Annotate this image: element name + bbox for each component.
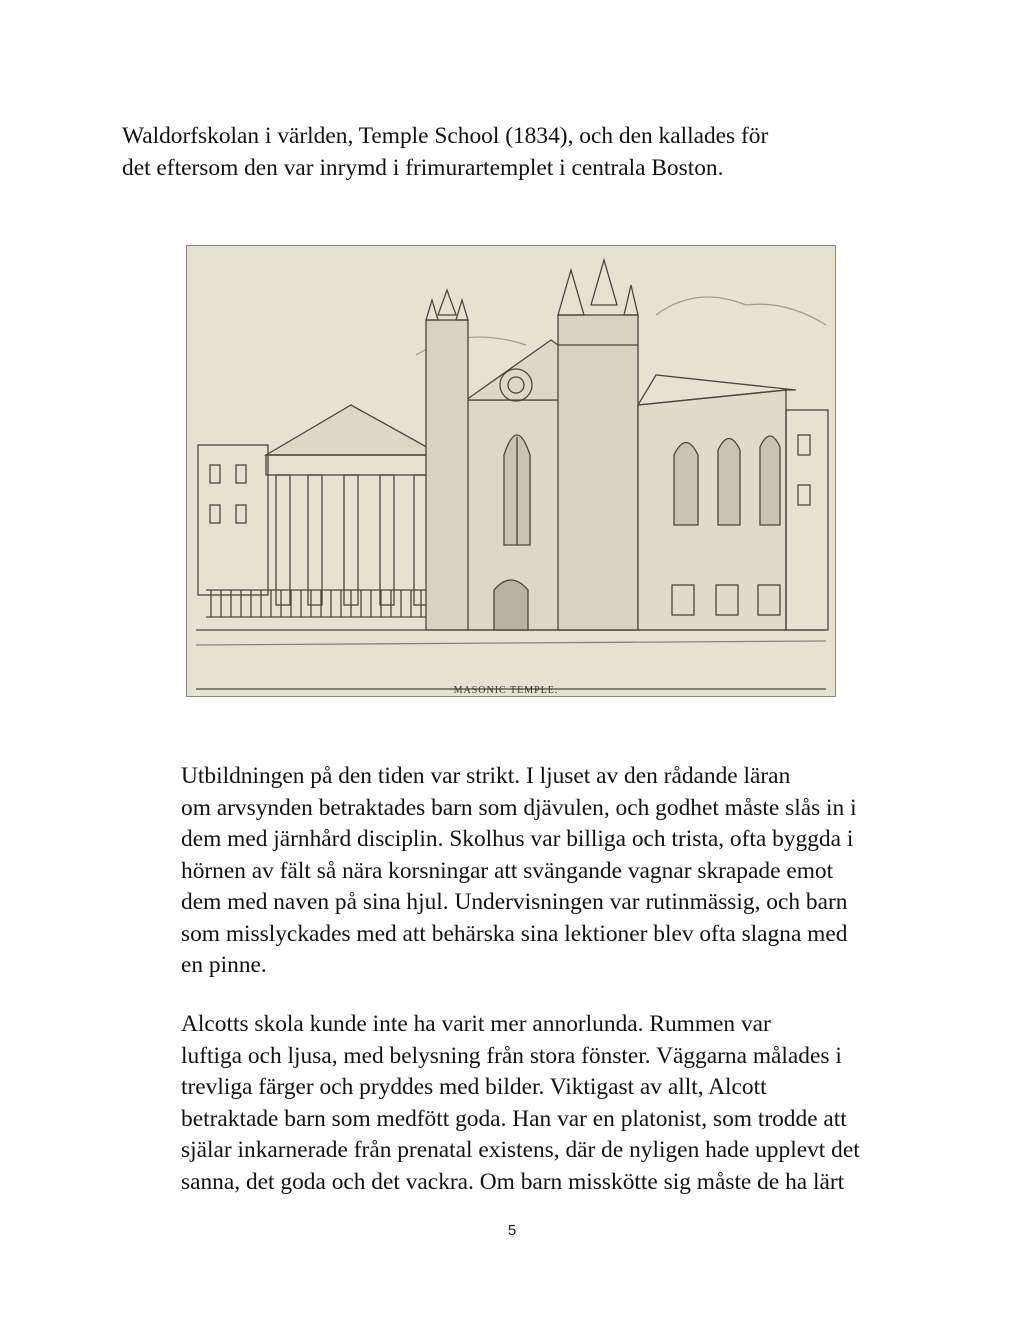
text-line: dem med järnhård disciplin. Skolhus var billiga och trista, ofta byggda i [181, 826, 854, 852]
text-line: Waldorfskolan i världen, Temple School (1834), och den kallades för [122, 123, 769, 149]
masonic-temple-engraving [186, 245, 836, 697]
figure-caption: MASONIC TEMPLE. [453, 685, 559, 696]
text-line: hörnen av fält så nära korsningar att svängande vagnar skrapade emot [181, 857, 834, 884]
text-line: luftiga och ljusa, med belysning från stora fönster. Väggarna målades i [181, 1042, 842, 1069]
paragraph-1 [122, 121, 912, 184]
text-line: som misslyckades med att behärska sina lektioner blev ofta slagna med [181, 920, 848, 947]
text-line: det eftersom den var inrymd i frimurartemplet i centrala Boston. [122, 154, 724, 181]
text-line: trevliga färger och pryddes med bilder. Viktigast av allt, Alcott [181, 1074, 767, 1100]
text-line: en pinne. [181, 952, 267, 978]
text-line: Utbildningen på den tiden var strikt. I ljuset av den rådande läran [181, 763, 791, 789]
text-line: betraktade barn som medfött goda. Han var en platonist, som trodde att [181, 1105, 847, 1132]
text-line: dem med naven på sina hjul. Undervisningen var rutinmässig, och barn [181, 889, 848, 915]
text-line: sanna, det goda och det vackra. Om barn misskötte sig måste de ha lärt [181, 1168, 845, 1195]
text-line: Alcotts skola kunde inte ha varit mer annorlunda. Rummen var [181, 1011, 771, 1037]
paragraph-2 [122, 761, 912, 982]
text-line: själar inkarnerade från prenatal existens, där de nyligen hade upplevt det [181, 1137, 860, 1163]
text-line: om arvsynden betraktades barn som djävulen, och godhet måste slås in i [181, 794, 857, 821]
paragraph-3 [122, 1009, 912, 1198]
page-number: 5 [507, 1222, 517, 1239]
